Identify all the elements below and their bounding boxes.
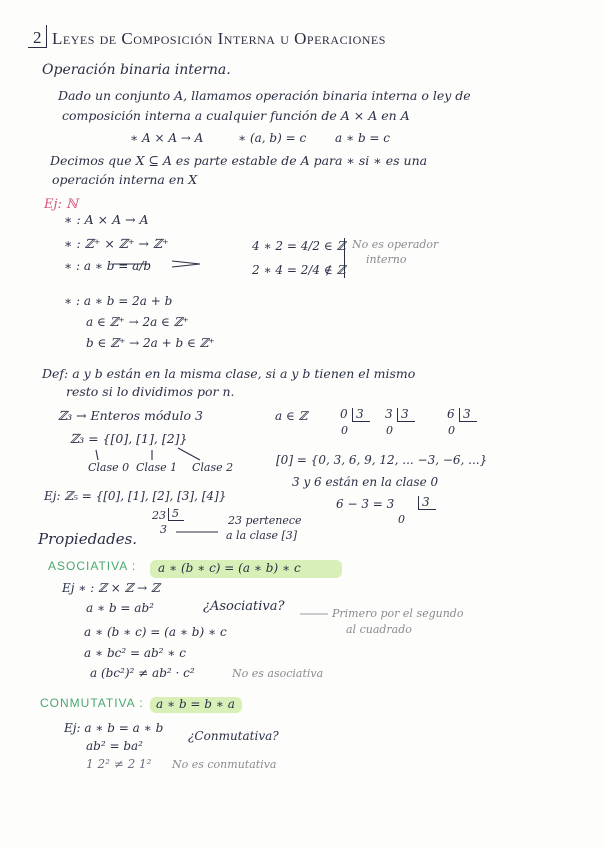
division-1-remainder: 0 [341,424,348,437]
associative-step-2: a ∗ bc² = ab² ∗ c [84,646,186,660]
section-title-binary-operation: Operación binaria interna. [42,62,231,78]
commutative-formula: a ∗ b = b ∗ a [156,697,235,711]
class-definition-line-2: resto si lo dividimos por n. [66,384,235,399]
associative-step-3: a (bc²)² ≠ ab² · c² [90,666,195,680]
a-in-z: a ∈ ℤ [275,409,308,423]
arrow-class-0 [96,450,98,460]
subtraction-divisor: 3 [418,496,436,510]
class-0-set: [0] = {0, 3, 6, 9, 12, ... −3, −6, ...} [276,453,488,467]
subtraction: 6 − 3 = 3 [336,497,395,511]
division-2-remainder: 0 [386,424,393,437]
division-3-dividend: 6 [447,407,455,421]
class-0-note: 3 y 6 están en la clase 0 [292,475,439,489]
stable-part-line-2: operación interna en X [52,172,198,187]
associative-example-mapping: Ej ∗ : ℤ × ℤ → ℤ [62,581,160,595]
note-internal: interno [366,253,407,266]
example-calc-2: 2 ∗ 4 = 2/4 ∉ ℤ [252,263,346,277]
commutative-example-eq: ab² = ba² [86,739,143,753]
note-23-belongs: 23 pertenece [228,514,302,527]
arrow-head-1 [172,261,200,267]
commutative-label: CONMUTATIVA : [40,696,144,710]
commutative-question: ¿Conmutativa? [188,729,279,743]
associative-question: ¿Asociativa? [203,599,285,614]
z5-example: Ej: ℤ₅ = {[0], [1], [2], [3], [4]} [44,489,227,503]
note-not-operator: No es operador [352,238,439,251]
example-mapping-zplus: ∗ : ℤ⁺ × ℤ⁺ → ℤ⁺ [64,236,169,251]
example-label: Ej: ℕ [44,197,78,212]
stable-part-line-1: Decimos que X ⊆ A es parte estable de A para ∗ si ∗ es una [50,153,428,168]
division-3-remainder: 0 [448,424,455,437]
subtraction-remainder: 0 [398,513,405,526]
associative-conclusion: No es asociativa [232,667,324,680]
note-first-by-second: Primero por el segundo [332,607,464,620]
division-23-divisor: 5 [168,508,184,521]
arrow-class-2 [178,448,200,460]
division-23-remainder: 3 [160,523,167,536]
division-2-dividend: 3 [385,407,393,421]
class-0-label: Clase 0 [88,461,130,474]
division-3-divisor: 3 [459,408,477,422]
z3-description: ℤ₃ → Enteros módulo 3 [58,408,203,423]
formula-mapping: ∗ A × A → A [130,131,204,145]
division-23-dividend: 23 [152,509,166,522]
associative-label: ASOCIATIVA : [48,559,137,573]
class-definition-line-1: Def: a y b están en la misma clase, si a y b tienen el mismo [42,366,416,381]
associative-step-1: a ∗ (b ∗ c) = (a ∗ b) ∗ c [84,625,227,639]
note-squared: al cuadrado [346,623,412,636]
example-calc-1: 4 ∗ 2 = 4/2 ∈ ℤ [252,239,346,253]
example-linear-rule: ∗ : a ∗ b = 2a + b [64,294,173,308]
commutative-conclusion: No es conmutativa [172,758,277,771]
example-mapping: ∗ : A × A → A [64,212,149,227]
formula-function: ∗ (a, b) = c [238,131,307,145]
commutative-example-check: 1 2² ≠ 2 1² [86,757,152,771]
division-1-dividend: 0 [340,407,348,421]
properties-title: Propiedades. [38,530,138,548]
example-division-rule: ∗ : a ∗ b = a/b [64,259,152,273]
class-2-label: Clase 2 [192,461,234,474]
example-step-b: b ∈ ℤ⁺ → 2a + b ∈ ℤ⁺ [86,336,215,350]
page-title: Leyes de Composición Interna u Operaciones [52,29,386,48]
definition-line-1: Dado un conjunto A, llamamos operación binaria interna o ley de [58,88,471,103]
section-number: 2 [33,28,42,47]
z3-set: ℤ₃ = {[0], [1], [2]} [70,431,188,446]
formula-operation: a ∗ b = c [335,131,391,145]
division-2-divisor: 3 [397,408,415,422]
definition-line-2: composición interna a cualquier función de A × A en A [62,108,410,123]
example-step-a: a ∈ ℤ⁺ → 2a ∈ ℤ⁺ [86,315,189,329]
note-23-class: a la clase [3] [226,529,298,542]
class-1-label: Clase 1 [136,461,178,474]
commutative-example-rule: Ej: a ∗ b = a ∗ b [64,721,164,735]
associative-example-rule: a ∗ b = ab² [86,601,154,615]
division-1-divisor: 3 [352,408,370,422]
associative-formula: a ∗ (b ∗ c) = (a ∗ b) ∗ c [158,561,301,575]
